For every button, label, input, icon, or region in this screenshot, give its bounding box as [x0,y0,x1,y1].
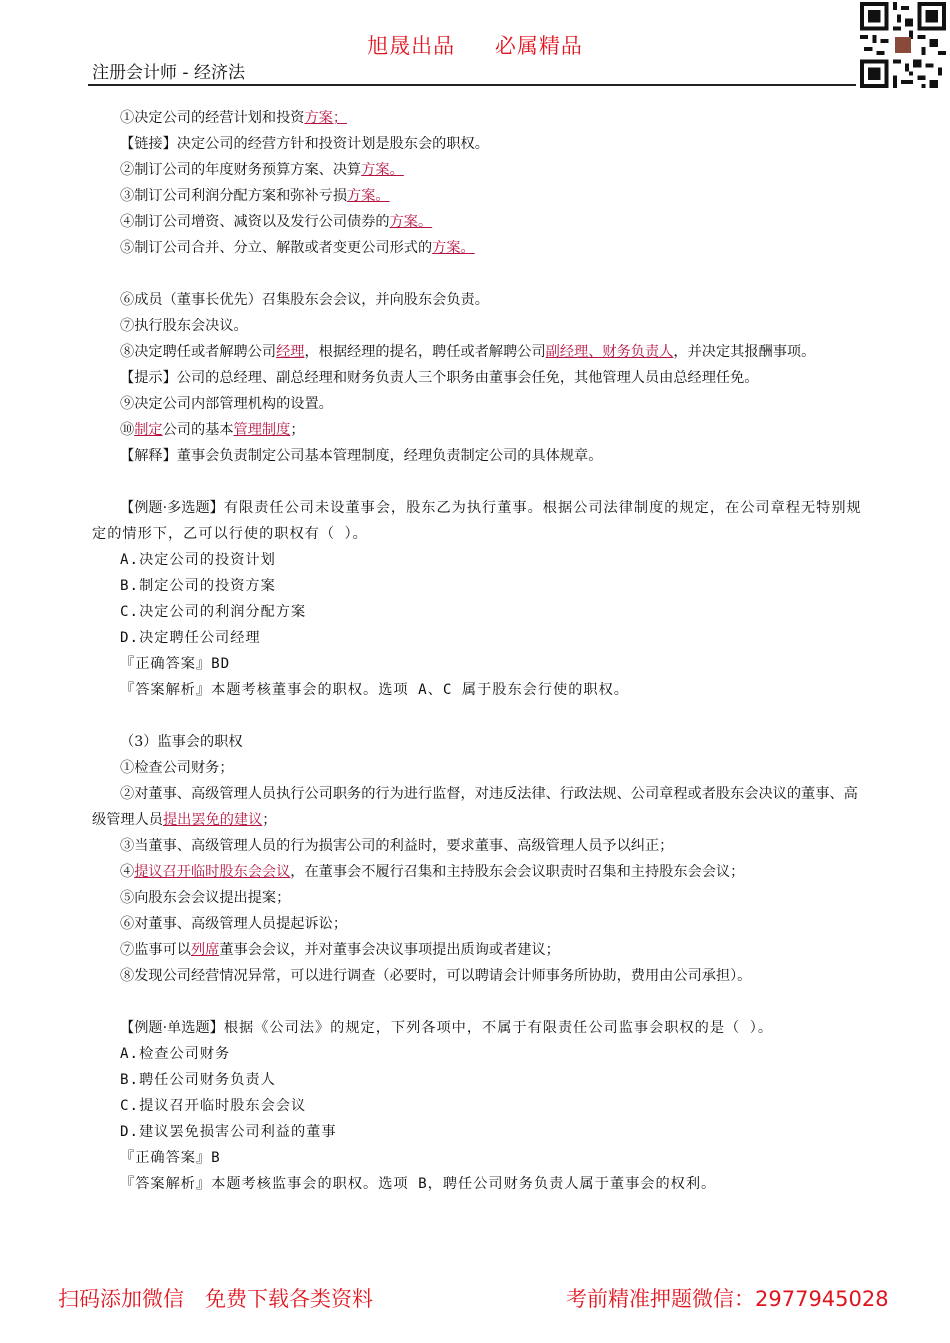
document-body [92,105,862,1197]
question-option: C.提议召开临时股东会会议 [120,1098,307,1114]
text-line: ②制订公司的年度财务预算方案、决算方案。 [120,162,404,178]
text-line: ⑦执行股东会决议。 [120,318,248,334]
text-line: ①决定公司的经营计划和投资方案； [120,110,348,126]
answer-analysis: 『答案解析』本题考核监事会的职权。选项 B，聘任公司财务负责人属于董事会的权利。 [120,1176,717,1192]
question-stem: 【例题·单选题】根据《公司法》的规定，下列各项中，不属于有限责任公司监事会职权的是（ ）。 [120,1020,774,1036]
text-line: 【解释】董事会负责制定公司基本管理制度，经理负责制定公司的具体规章。 [120,448,603,464]
text-line: ③当董事、高级管理人员的行为损害公司的利益时，要求董事、高级管理人员予以纠正； [120,838,674,854]
footer-right-text: 考前精准押题微信：2977945028 [566,1287,889,1311]
question-option: A.检查公司财务 [120,1046,231,1062]
text-line: ⑤向股东会会议提出提案； [120,890,291,906]
text-line: 【链接】决定公司的经营方针和投资计划是股东会的职权。 [120,136,489,152]
text-line: ④制订公司增资、减资以及发行公司债券的方案。 [120,214,433,230]
answer-analysis: 『答案解析』本题考核董事会的职权。选项 A、C 属于股东会行使的职权。 [120,682,629,698]
correct-answer: 『正确答案』BD [120,656,231,672]
text-line: ⑤制订公司合并、分立、解散或者变更公司形式的方案。 [120,240,475,256]
text-line: ④提议召开临时股东会会议，在董事会不履行召集和主持股东会会议职责时召集和主持股东会会议； [120,864,745,880]
text-paragraph: ②对董事、高级管理人员执行公司职务的行为进行监督，对违反法律、行政法规、公司章程或者股东会决议的董事、高级管理人员提出罢免的建议； [92,786,858,828]
text-line: ③制订公司利润分配方案和弥补亏损方案。 [120,188,390,204]
header-brand [0,30,950,60]
qr-code-icon [860,2,946,88]
question-stem: 【例题·多选题】有限责任公司未设董事会，股东乙为执行董事。根据公司法律制度的规定，在公司章程无特别规定的情形下，乙可以行使的职权有（ ）。 [92,500,862,542]
text-line: 【提示】公司的总经理、副总经理和财务负责人三个职务由董事会任免，其他管理人员由总经理任免。 [120,370,759,386]
text-line: ⑥成员（董事长优先）召集股东会会议，并向股东会负责。 [120,292,489,308]
brand-right: 必属精品 [494,34,583,58]
question-option: D.决定聘任公司经理 [120,630,261,646]
text-line: ⑨决定公司内部管理机构的设置。 [120,396,333,412]
question-option: A.决定公司的投资计划 [120,552,276,568]
question-option: B.制定公司的投资方案 [120,578,276,594]
correct-answer: 『正确答案』B [120,1150,221,1166]
footer-left-text: 扫码添加微信 免费下载各类资料 [58,1287,373,1311]
text-line: ⑧发现公司经营情况异常，可以进行调查（必要时，可以聘请会计师事务所协助，费用由公司承担）。 [120,968,752,984]
brand-left: 旭晟出品 [367,34,456,58]
text-line: ①检查公司财务； [120,760,234,776]
text-paragraph: ⑧决定聘任或者解聘公司经理，根据经理的提名，聘任或者解聘公司副经理、财务负责人，并决定其报酬事项。 [120,344,816,360]
question-option: D.建议罢免损害公司利益的董事 [120,1124,337,1140]
doc-title: 注册会计师 - 经济法 [92,63,245,83]
text-line: ⑥对董事、高级管理人员提起诉讼； [120,916,348,932]
footer-banner [0,1283,950,1315]
question-option: B.聘任公司财务负责人 [120,1072,276,1088]
text-line: ⑦监事可以列席董事会会议，并对董事会决议事项提出质询或者建议； [120,942,560,958]
section-title: （3）监事会的职权 [120,734,243,750]
header-divider [88,84,856,86]
text-line: ⑩制定公司的基本管理制度； [120,422,305,438]
question-option: C.决定公司的利润分配方案 [120,604,307,620]
